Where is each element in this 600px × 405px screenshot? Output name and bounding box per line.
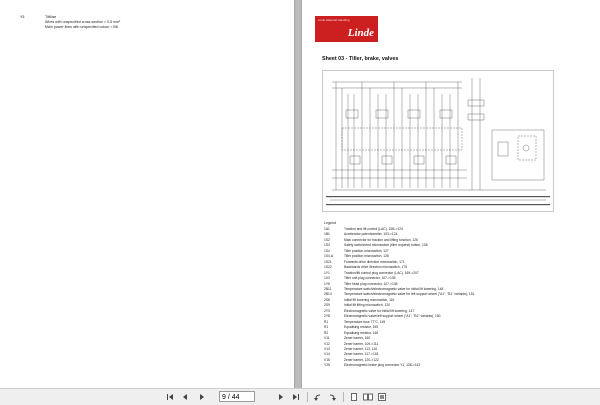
legend-code: V12 xyxy=(324,341,330,346)
page-number-input[interactable]: 9 / 44 xyxy=(219,391,255,402)
legend-description: Accelerator potentiometer, 103->124 xyxy=(344,232,398,237)
legend-code: V11 xyxy=(324,336,330,341)
last-page-icon[interactable] xyxy=(291,392,301,402)
legend-description: Temperature switch/electromagnetic valve for initial lift lowering, 148 xyxy=(344,286,444,291)
legend-description: Zener barrier, 160 xyxy=(344,336,371,341)
legend-description: Temperature fuse 77°C, 145 xyxy=(344,319,386,324)
legend-code: 2B14 xyxy=(324,292,332,297)
viewer-toolbar xyxy=(0,388,600,405)
toolbar-divider xyxy=(343,392,344,402)
legend-code: 2S9 xyxy=(324,303,330,308)
first-page-icon[interactable] xyxy=(165,392,175,402)
back-icon[interactable] xyxy=(313,392,323,402)
legend-code: 1S22 xyxy=(324,265,332,270)
component-title: Tiltlöse xyxy=(45,15,57,19)
legend-description: Temperature switch/electromagnetic valve for left support wheel ("A1", "B1" variants), 151 xyxy=(344,292,475,297)
legend-code: 1S2 xyxy=(324,237,330,242)
legend-code: V15 xyxy=(324,357,330,362)
next-page-icon[interactable] xyxy=(197,392,207,402)
two-page-icon[interactable] xyxy=(363,392,373,402)
linde-logo xyxy=(315,16,378,42)
mainpower-note: Main power lines with unspecified colour = BK xyxy=(45,25,119,29)
legend-description: Equalising resistor, 155 xyxy=(344,325,379,330)
legend-description: Backwards drive direction microswitch, 175 xyxy=(344,265,408,270)
single-page-icon[interactable] xyxy=(349,392,359,402)
legend-description: Initial lift lowering microswitch, 116 xyxy=(344,297,395,302)
toolbar-divider xyxy=(307,392,308,402)
legend-code: R1 xyxy=(324,325,329,330)
legend-description: Electromagnetic valve for initial lift lowering, 147 xyxy=(344,308,415,313)
legend-code: 2Y3 xyxy=(324,308,330,313)
legend-description: Equalising resistor, 148 xyxy=(344,330,379,335)
legend-description: Zener barrier, 113, 116 xyxy=(344,346,378,351)
forward-icon[interactable] xyxy=(327,392,337,402)
legend-description: Main connector for traction and lifting function, 126 xyxy=(344,237,418,242)
legend-description: Zener barrier, 120->122 xyxy=(344,357,379,362)
wiring-diagram xyxy=(322,70,554,212)
sheet-title: Sheet 03 - Tiller, brake, valves xyxy=(322,56,399,62)
legend-title: Legend xyxy=(324,221,336,225)
prev-page-icon[interactable] xyxy=(180,392,190,402)
legend-description: Initial lift lifting microswitch, 120 xyxy=(344,303,390,308)
legend-code: 1A1 xyxy=(324,227,330,231)
legend-description: Traction/lift control plug connector (LAC), 169->207 xyxy=(344,270,419,275)
logo-brand: Linde xyxy=(347,27,374,39)
legend-description: Tiller position microswitch, 128 xyxy=(344,254,389,259)
legend-description: Tiller unit plug connector, 107->135 xyxy=(344,276,396,281)
legend-description: Tiller position microswitch, 127 xyxy=(344,248,389,253)
legend-code: 1B1 xyxy=(324,232,330,237)
legend-description: Safety switch/reed microswitch (tiller request) button, 106 xyxy=(344,243,428,248)
legend-description: Zener barrier, 109->111 xyxy=(344,341,379,346)
legend-code: 1S4 xyxy=(324,248,330,253)
legend-code: V14 xyxy=(324,352,330,357)
component-code: Y5 xyxy=(20,15,25,19)
legend-code: 1Y6 xyxy=(324,281,330,286)
legend-code: V13 xyxy=(324,346,330,351)
legend-code: 2S8 xyxy=(324,297,330,302)
legend-code: 1S21 xyxy=(324,259,332,264)
wire-note: Wires with unspecified cross-section = 0.5 mm² xyxy=(45,20,121,24)
legend-code: Y25 xyxy=(324,363,330,368)
legend-description: Traction and lift control (LAC), 10B->124 xyxy=(344,227,403,231)
legend-code: R1 xyxy=(324,319,329,324)
legend-code: 1Y1 xyxy=(324,270,330,275)
legend-description: Zener barrier, 117->118 xyxy=(344,352,379,357)
fullscreen-icon[interactable] xyxy=(377,392,387,402)
legend-code: R2 xyxy=(324,330,329,335)
legend-code: 1S4-A xyxy=(324,254,334,259)
legend-description: Electromagnetic valve/left support wheel ("A1", "B1" variants), 150 xyxy=(344,314,441,319)
legend-code: 1X3 xyxy=(324,276,330,281)
next-page-arrow-icon[interactable] xyxy=(276,392,286,402)
legend-code: 1S3 xyxy=(324,243,330,248)
legend-description: Electromagnetic brake plug connector Y1, 138->143 xyxy=(344,363,421,368)
legend-description: Tiller head plug connector, 107->135 xyxy=(344,281,398,286)
legend-code: 2Y8 xyxy=(324,314,330,319)
legend-description: Forwards drive direction microswitch, 171 xyxy=(344,259,405,264)
document-page-left xyxy=(0,0,294,388)
legend-code: 2B11 xyxy=(324,286,332,291)
logo-subtitle: Linde Material Handling xyxy=(318,18,350,22)
